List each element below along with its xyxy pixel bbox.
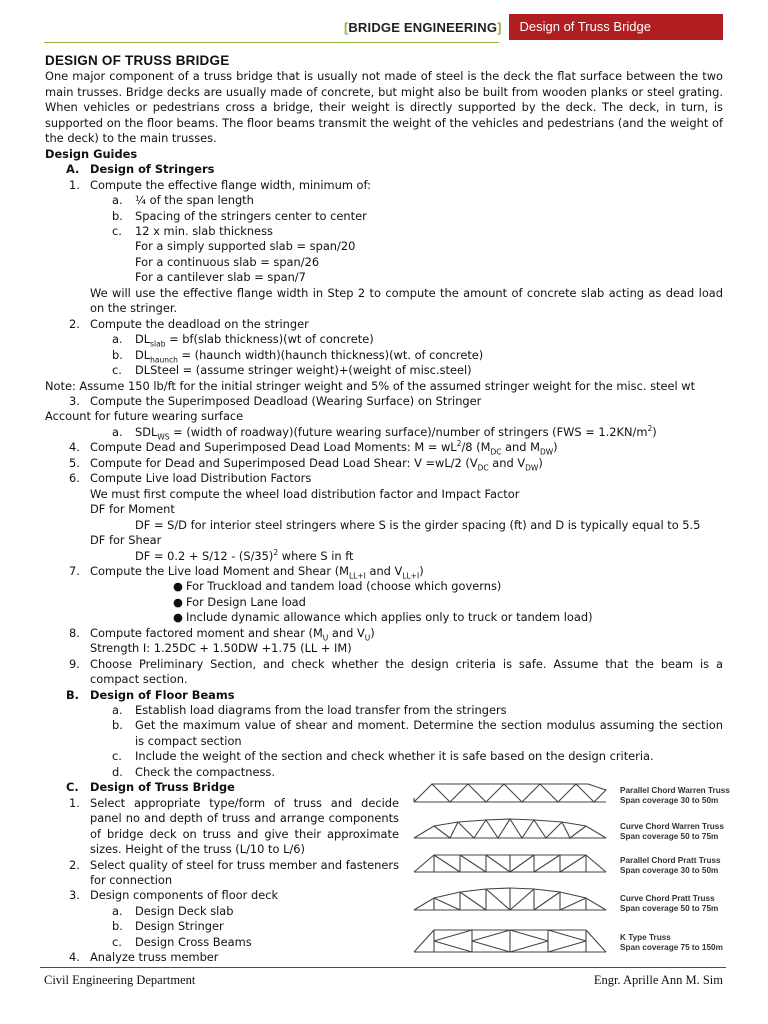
intro-paragraph: One major component of a truss bridge that is usually not made of steel is the deck the flat surface between the two main trusses. Bridge decks are usually made of concrete, but might also be built from wooden planks or steel grating. When vehicles or pedestrians cross a bridge, their weight is directly supported by the deck. The deck, in turn, is supported on the floor beams. The floor beams transmit the weight of the vehicles and pedestrians (and the weight of the deck) to the main trusses. <box>45 69 723 146</box>
df-line: DF = S/D for interior steel stringers where S is the girder spacing (ft) and D is typically equal to 5.5 <box>135 517 701 532</box>
list-item <box>45 703 723 718</box>
item-text: Design Deck slab <box>135 903 234 918</box>
item-marker: b. <box>112 208 123 223</box>
item-text: Include the weight of the section and check whether it is safe based on the design criteria. <box>135 749 654 764</box>
list-item <box>45 332 723 347</box>
item-marker: 1. <box>69 177 80 192</box>
item-text: Compute Dead and Superimposed Dead Load Moments: $M = wL^2/8$ ($M_{DC}$ and $M_{DW}$) <box>90 439 558 457</box>
list-item <box>45 317 723 332</box>
bullet-item <box>45 595 723 610</box>
section-marker: A. <box>66 162 80 177</box>
list-item <box>45 348 723 363</box>
list-item <box>45 363 723 378</box>
list-item <box>45 224 723 239</box>
list-item <box>45 425 723 440</box>
item-text: $SDL_{WS}$ = (width of roadway)(future wearing surface)/number of stringers $(FWS = 1.2KN/m^2)$ <box>135 424 657 442</box>
item-text: Design components of floor deck <box>90 888 279 903</box>
footer-department: Civil Engineering Department <box>44 973 196 987</box>
item-text: Choose Preliminary Section, and check whether the design criteria is safe. Assume that the beam is a compact section. <box>90 656 723 687</box>
item-marker: a. <box>112 332 123 347</box>
k-type-truss-icon <box>410 926 610 956</box>
list-item <box>45 657 723 688</box>
item-text: $DL_{haunch}$ = (haunch width)(haunch thickness)(wt. of concrete) <box>135 347 484 364</box>
item-marker: 5. <box>69 455 80 470</box>
item-marker: c. <box>112 363 122 378</box>
effective-width-note: We will use the effective flange width in Step 2 to compute the amount of concrete slab acting as dead load on the stringer. <box>90 285 723 316</box>
item-text: Compute for Dead and Superimposed Dead Load Shear: V =wL/2 ($V_{DC}$ and $V_{DW}$) <box>90 455 543 473</box>
item-text: 12 x min. slab thickness <box>135 223 273 238</box>
item-text: Select quality of steel for truss member and fasteners for connection <box>90 857 399 888</box>
truss-label: Parallel Chord Warren Truss Span coverage 30 to 50m <box>620 786 730 805</box>
item-text: Spacing of the stringers center to center <box>135 208 367 223</box>
list-item <box>45 209 723 224</box>
item-marker: 2. <box>69 857 80 872</box>
strength-line: Strength I: 1.25DC + 1.50DW +1.75 (LL + IM) <box>90 641 352 656</box>
df-line: DF for Shear <box>90 533 162 548</box>
section-title: Design of Truss Bridge <box>90 780 235 795</box>
item-text: Compute factored moment and shear ($M_U$ and $V_U$) <box>90 625 375 643</box>
truss-label: K Type Truss Span coverage 75 to 150m <box>620 933 723 952</box>
df-line: DF = $0.2 + S/12 - (S/35)^2$ where S in ft <box>135 547 354 563</box>
item-marker: c. <box>112 749 122 764</box>
item-marker: 4. <box>69 950 80 965</box>
slab-rule-line: For a cantilever slab = span/7 <box>135 270 306 285</box>
item-text: Design Stringer <box>135 919 224 934</box>
section-marker: C. <box>66 780 79 795</box>
item-marker: c. <box>112 934 122 949</box>
header-bracket-close: ] <box>497 19 502 35</box>
item-marker: b. <box>112 347 123 362</box>
header-bracket-open: [ <box>344 19 349 35</box>
list-item <box>45 178 723 193</box>
curve-chord-warren-truss-icon <box>410 816 610 842</box>
item-marker: 4. <box>69 440 80 455</box>
bullet-icon: ● <box>173 610 183 625</box>
list-item <box>45 749 723 764</box>
item-marker: a. <box>112 193 123 208</box>
section-marker: B. <box>66 687 80 702</box>
list-item <box>45 394 723 409</box>
list-item <box>45 858 399 889</box>
item-text: Compute the deadload on the stringer <box>90 316 309 331</box>
section-a-heading <box>45 162 723 177</box>
item-marker: 8. <box>69 625 80 640</box>
page-header <box>344 14 723 40</box>
truss-label: Parallel Chord Pratt Truss Span coverage 30 to 50m <box>620 856 721 875</box>
item-text: DLSteel = (assume stringer weight)+(weight of misc.steel) <box>135 363 472 378</box>
bullet-text: For Design Lane load <box>186 594 306 609</box>
item-text: Compute Live load Distribution Factors <box>90 471 312 486</box>
bullet-icon: ● <box>173 579 183 594</box>
list-item <box>45 471 723 486</box>
item-text: Compute the effective flange width, minimum of: <box>90 177 371 192</box>
item-text: Compute the Live load Moment and Shear ($M_{LL+I}$ and $V_{LL+I}$) <box>90 563 424 581</box>
curve-chord-pratt-truss-icon <box>410 886 610 914</box>
list-item <box>45 456 723 471</box>
item-marker: 6. <box>69 471 80 486</box>
footer-author: Engr. Aprille Ann M. Sim <box>593 973 723 987</box>
header-tag: Design of Truss Bridge <box>509 14 723 40</box>
item-text: Compute the Superimposed Deadload (Wearing Surface) on Stringer <box>90 393 482 408</box>
item-text: Select appropriate type/form of truss and decide panel no and depth of truss and arrange components of bridge deck on truss and give their approximate sizes. Height of the truss (L/10 to L/6) <box>90 795 399 857</box>
truss-label: Curve Chord Pratt Truss Span coverage 50 to 75m <box>620 894 719 913</box>
item-marker: b. <box>112 919 123 934</box>
page-title: DESIGN OF TRUSS BRIDGE <box>45 53 230 68</box>
bullet-item <box>45 610 723 625</box>
item-marker: 9. <box>69 656 80 671</box>
list-item <box>45 796 399 858</box>
header-rule <box>44 42 499 43</box>
section-b-heading <box>45 688 723 703</box>
item-marker: 3. <box>69 393 80 408</box>
item-marker: 3. <box>69 888 80 903</box>
account-line: Account for future wearing surface <box>45 409 244 424</box>
bullet-text: For Truckload and tandem load (choose which governs) <box>186 579 502 594</box>
section-title: Design of Stringers <box>90 162 215 177</box>
footer-rule <box>40 967 726 968</box>
bullet-item <box>45 579 723 594</box>
item-marker: 1. <box>69 795 80 810</box>
section-title: Design of Floor Beams <box>90 687 235 702</box>
note-line: Note: Assume 150 lb/ft for the initial stringer weight and 5% of the assumed stringer weight for the misc. steel wt <box>45 378 696 393</box>
item-text: Establish load diagrams from the load transfer from the stringers <box>135 703 507 718</box>
item-text: Design Cross Beams <box>135 934 252 949</box>
slab-rule-line: For a continuous slab = span/26 <box>135 254 320 269</box>
design-guides-heading: Design Guides <box>45 146 138 161</box>
item-marker: d. <box>112 764 123 779</box>
item-text: Analyze truss member <box>90 950 219 965</box>
bullet-text: Include dynamic allowance which applies only to truck or tandem load) <box>186 610 593 625</box>
item-marker: a. <box>112 424 123 439</box>
item-marker: b. <box>112 718 123 733</box>
item-marker: c. <box>112 223 122 238</box>
list-item <box>45 718 723 749</box>
item-text: Get the maximum value of shear and moment. Determine the section modulus assuming the section is compact section <box>135 718 723 748</box>
parallel-chord-warren-truss-icon <box>410 780 610 806</box>
list-item <box>45 193 723 208</box>
item-marker: a. <box>112 703 123 718</box>
item-text: ¼ of the span length <box>135 193 254 208</box>
parallel-chord-pratt-truss-icon <box>410 850 610 876</box>
item-text: $DL_{slab}$ = bf(slab thickness)(wt of concrete) <box>135 332 374 349</box>
df-line: We must first compute the wheel load distribution factor and Impact Factor <box>90 486 520 501</box>
truss-types-figure <box>410 776 730 966</box>
item-marker: 2. <box>69 316 80 331</box>
item-text: Check the compactness. <box>135 764 275 779</box>
df-line: DF for Moment <box>90 502 175 517</box>
slab-rule-line: For a simply supported slab = span/20 <box>135 239 356 254</box>
bullet-icon: ● <box>173 594 183 609</box>
truss-label: Curve Chord Warren Truss Span coverage 50 to 75m <box>620 822 724 841</box>
list-item <box>45 564 723 579</box>
list-item <box>45 440 723 455</box>
item-marker: 7. <box>69 563 80 578</box>
list-item <box>45 626 723 641</box>
header-subject: BRIDGE ENGINEERING <box>348 19 498 35</box>
item-marker: a. <box>112 903 123 918</box>
